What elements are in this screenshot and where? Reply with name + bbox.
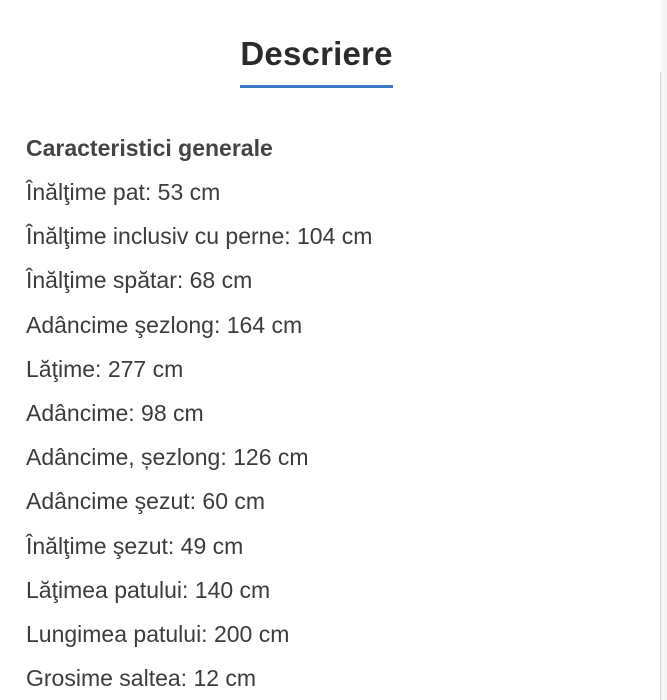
spec-item-depth-chaise: Adâncime, șezlong: 126 cm bbox=[26, 444, 309, 471]
spec-list bbox=[26, 174, 626, 700]
description-heading: Descriere bbox=[240, 34, 392, 88]
section-title: Caracteristici generale bbox=[26, 135, 273, 161]
spec-item-height-with-cushions: Înălţime inclusiv cu perne: 104 cm bbox=[26, 223, 373, 250]
spec-item-bed-width: Lăţimea patului: 140 cm bbox=[26, 576, 271, 603]
scrollbar[interactable] bbox=[661, 0, 667, 700]
spec-item-bed-height: Înălţime pat: 53 cm bbox=[26, 179, 221, 205]
spec-item-backrest-height: Înălţime spătar: 68 cm bbox=[26, 267, 253, 294]
spec-item-bed-length: Lungimea patului: 200 cm bbox=[26, 620, 290, 647]
spec-item-seat-depth: Adâncime şezut: 60 cm bbox=[26, 488, 266, 515]
spec-item-mattress-thickness: Grosime saltea: 12 cm bbox=[26, 665, 257, 692]
heading-container bbox=[0, 34, 633, 88]
spec-item-depth: Adâncime: 98 cm bbox=[26, 399, 204, 426]
spec-item-width: Lăţime: 277 cm bbox=[26, 355, 184, 382]
spec-item-chaise-depth: Adâncime şezlong: 164 cm bbox=[26, 311, 303, 338]
description-content bbox=[26, 130, 626, 700]
spec-item-seat-height: Înălţime şezut: 49 cm bbox=[26, 532, 244, 559]
